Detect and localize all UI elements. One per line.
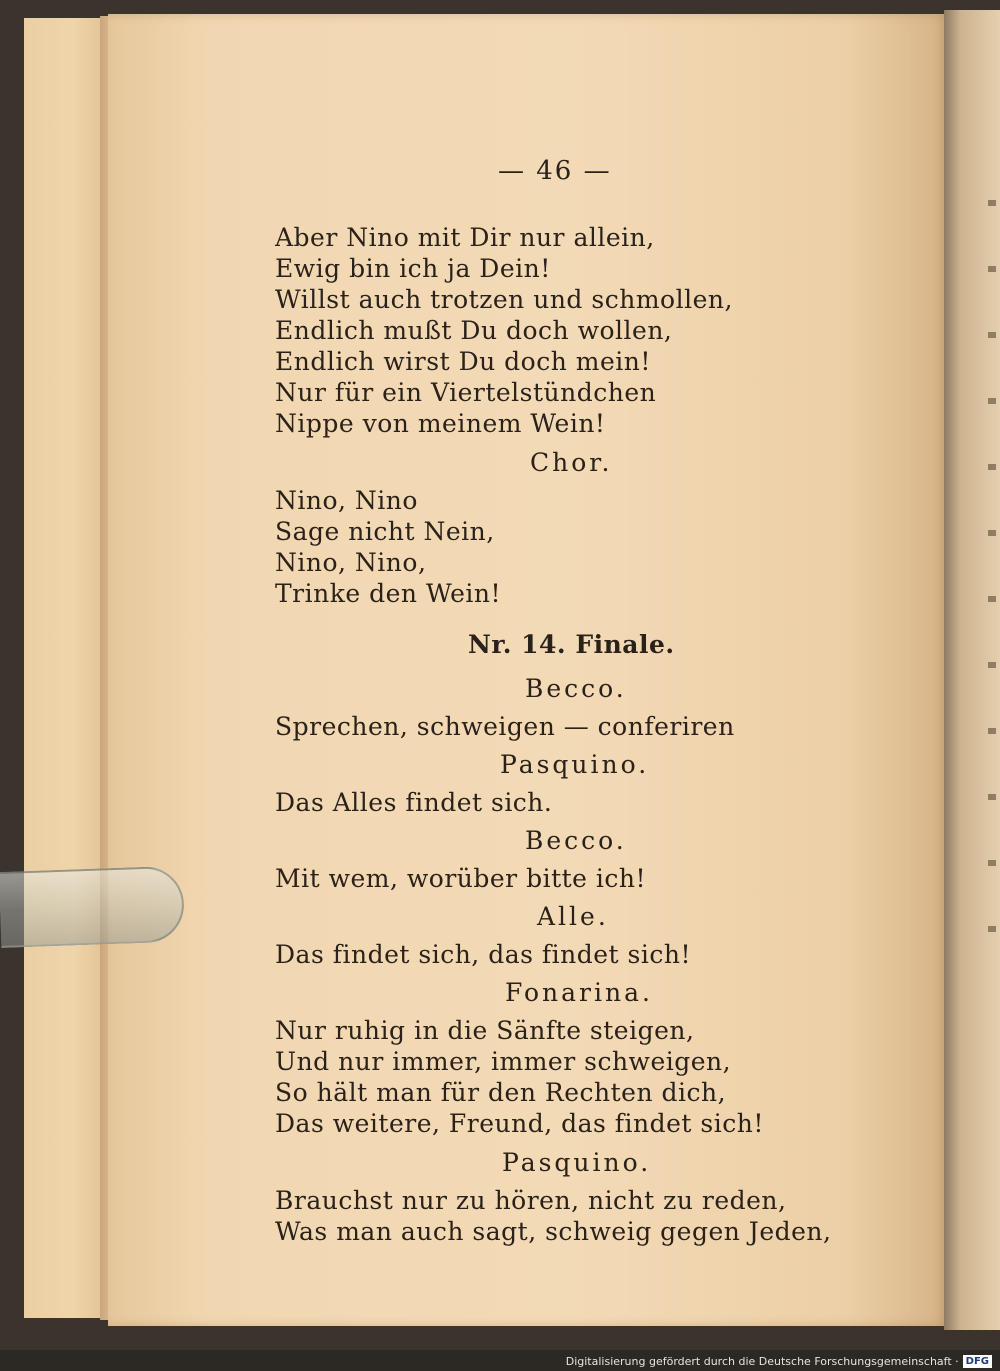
verse-line: Das weitere, Freund, das findet sich! xyxy=(275,1109,764,1138)
verse-line: Willst auch trotzen und schmollen, xyxy=(275,285,733,314)
speaker-name: Chor. xyxy=(530,448,613,477)
plastic-page-clip xyxy=(0,866,185,948)
digitization-footer xyxy=(566,1355,992,1368)
verse-line: Ewig bin ich ja Dein! xyxy=(275,254,551,283)
verse-line: Aber Nino mit Dir nur allein, xyxy=(275,223,655,252)
speaker-name: Fonarina. xyxy=(505,978,653,1007)
verse-line: Nur ruhig in die Sänfte steigen, xyxy=(275,1016,695,1045)
verse-line: Sprechen, schweigen — conferiren xyxy=(275,712,735,741)
speaker-name: Pasquino. xyxy=(502,1148,652,1177)
verse-line: Nino, Nino xyxy=(275,486,418,515)
speaker-name: Alle. xyxy=(537,902,609,931)
speaker-name: Becco. xyxy=(525,826,627,855)
verse-line: Und nur immer, immer schweigen, xyxy=(275,1047,732,1076)
verse-line: Endlich wirst Du doch mein! xyxy=(275,347,651,376)
verse-line: Brauchst nur zu hören, nicht zu reden, xyxy=(275,1186,787,1215)
verse-line: Nur für ein Viertelstündchen xyxy=(275,378,657,407)
section-heading: Nr. 14. Finale. xyxy=(468,630,675,659)
previous-page-edge xyxy=(24,18,106,1318)
dfg-logo: DFG xyxy=(963,1355,992,1368)
verse-line: Nino, Nino, xyxy=(275,548,427,577)
verse-line: Das findet sich, das findet sich! xyxy=(275,940,691,969)
verse-line: So hält man für den Rechten dich, xyxy=(275,1078,727,1107)
verse-line: Was man auch sagt, schweig gegen Jeden, xyxy=(275,1217,832,1246)
verse-line: Nippe von meinem Wein! xyxy=(275,409,606,438)
next-page-text-fragments xyxy=(988,200,998,1100)
verse-line: Trinke den Wein! xyxy=(275,579,502,608)
page-number: — 46 — xyxy=(498,156,612,186)
verse-line: Sage nicht Nein, xyxy=(275,517,495,546)
verse-line: Das Alles findet sich. xyxy=(275,788,553,817)
speaker-name: Pasquino. xyxy=(500,750,650,779)
verse-line: Endlich mußt Du doch wollen, xyxy=(275,316,673,345)
verse-line: Mit wem, worüber bitte ich! xyxy=(275,864,647,893)
speaker-name: Becco. xyxy=(525,674,627,703)
funding-credit: Digitalisierung gefördert durch die Deutsche Forschungsgemeinschaft · xyxy=(565,1355,959,1368)
